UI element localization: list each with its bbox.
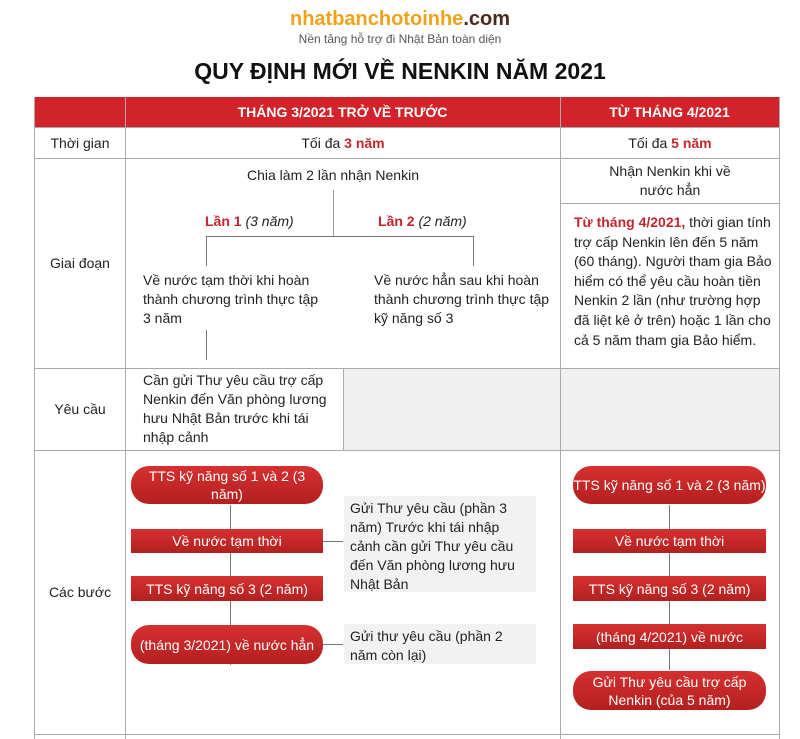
step-after-3: TTS kỹ năng số 3 (2 năm) bbox=[573, 576, 766, 601]
first-payment-desc: Về nước tạm thời khi hoàn thành chương trình thực tập 3 năm bbox=[143, 272, 319, 326]
connector bbox=[206, 236, 474, 237]
step-after-4: (tháng 4/2021) về nước bbox=[573, 624, 766, 649]
note-2: Gửi thư yêu cầu (phần 2 năm còn lại) bbox=[344, 624, 536, 664]
empty-cell bbox=[343, 369, 560, 450]
connector bbox=[206, 236, 207, 266]
site-logo: nhatbanchotoinhe.com bbox=[289, 8, 510, 30]
tagline: Nền tảng hỗ trợ đi Nhật Bản toàn diện bbox=[298, 32, 502, 46]
stage-split: Chia làm 2 lần nhận Nenkin bbox=[247, 166, 419, 183]
connector bbox=[206, 330, 207, 360]
first-payment-label: Lần 1 (3 năm) bbox=[205, 213, 294, 229]
arrow bbox=[323, 644, 343, 645]
stage-after-top: Nhận Nenkin khi về nước hẳn bbox=[609, 163, 731, 198]
step-after-1: TTS kỹ năng số 1 và 2 (3 năm) bbox=[573, 466, 766, 504]
time-before: Tối đa 3 năm bbox=[301, 134, 385, 151]
row-label-time: Thời gian bbox=[50, 134, 110, 151]
arrow bbox=[323, 541, 343, 542]
step-after-5: Gửi Thư yêu cầu trợ cấp Nenkin (của 5 năm) bbox=[573, 671, 766, 710]
second-payment-desc: Về nước hẳn sau khi hoàn thành chương trình thực tập kỹ năng số 3 bbox=[374, 272, 550, 326]
divider bbox=[779, 97, 780, 739]
empty-cell bbox=[561, 369, 779, 450]
time-after: Tối đa 5 năm bbox=[628, 134, 712, 151]
divider bbox=[560, 203, 780, 204]
row-label-steps: Các bước bbox=[48, 584, 112, 600]
step-before-3: TTS kỹ năng số 3 (2 năm) bbox=[131, 576, 323, 601]
step-after-2: Về nước tạm thời bbox=[573, 529, 766, 553]
row-label-request: Yêu cầu bbox=[54, 401, 106, 417]
header-after: TỪ THÁNG 4/2021 bbox=[560, 97, 779, 127]
note-1: Gửi Thư yêu cầu (phần 3 năm) Trước khi tái nhập cảnh cần gửi Thư yêu cầu đến Văn phòng lương hưu Nhật Bản bbox=[344, 496, 536, 592]
connector bbox=[473, 236, 474, 266]
second-payment-label: Lần 2 (2 năm) bbox=[378, 213, 467, 229]
row-label-stage: Giai đoạn bbox=[50, 255, 110, 271]
divider bbox=[125, 97, 126, 739]
request-before: Cần gửi Thư yêu cầu trợ cấp Nenkin đến Văn phòng lương hưu Nhật Bản trước khi tái nhập cảnh bbox=[143, 372, 327, 445]
stage-after-body: Từ tháng 4/2021, thời gian tính trợ cấp Nenkin lên đến 5 năm (60 tháng). Người tham gia Bảo hiểm có thể yêu cầu hoàn tiền Nenkin 2 lần (như trường hợp đã liệt kê ở trên) hoặc 1 lần cho cả 5 năm tham gia Bảo hiểm. bbox=[574, 214, 772, 348]
step-before-1: TTS kỹ năng số 1 và 2 (3 năm) bbox=[131, 466, 323, 504]
connector bbox=[333, 190, 334, 236]
step-before-2: Về nước tạm thời bbox=[131, 529, 323, 553]
divider bbox=[34, 450, 780, 451]
divider bbox=[34, 734, 780, 735]
header-before: THÁNG 3/2021 TRỞ VỀ TRƯỚC bbox=[125, 97, 560, 127]
step-before-4: (tháng 3/2021) về nước hẳn bbox=[131, 625, 323, 664]
page-title: QUY ĐỊNH MỚI VỀ NENKIN NĂM 2021 bbox=[194, 58, 606, 84]
divider bbox=[34, 158, 780, 159]
